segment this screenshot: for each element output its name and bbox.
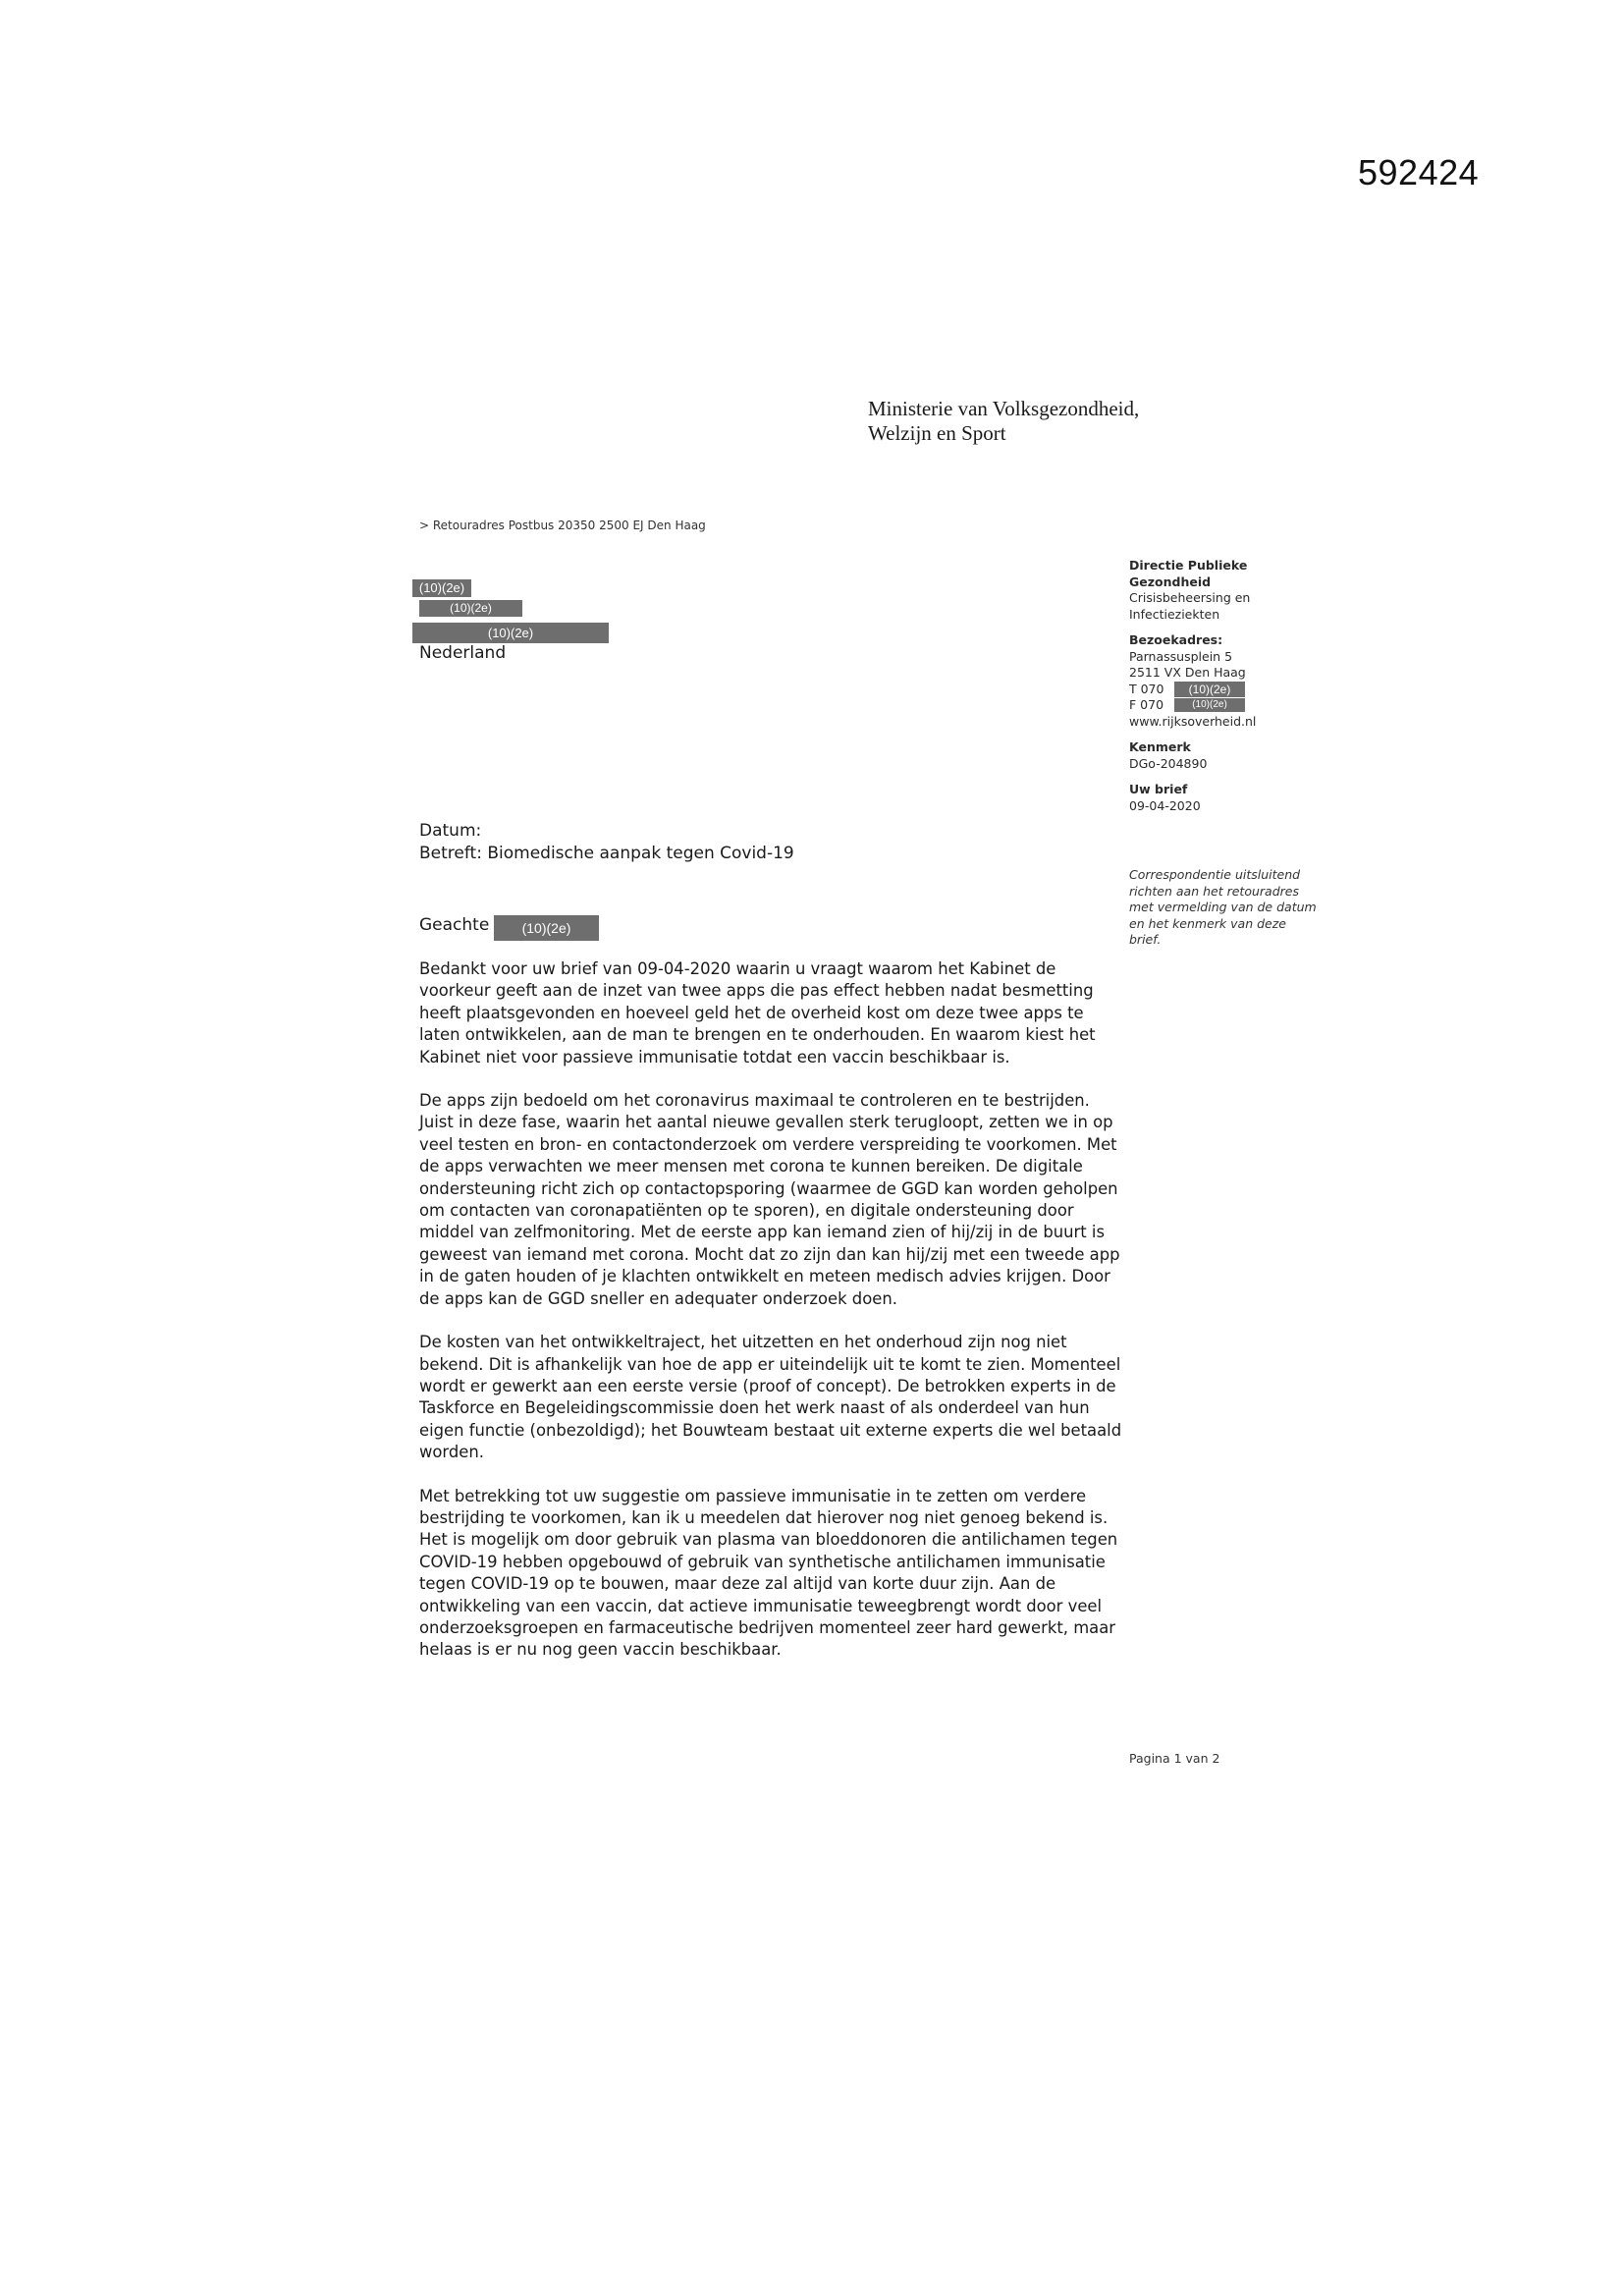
note-line-1: Correspondentie uitsluitend [1129, 867, 1301, 882]
visit-address-label: Bezoekadres: [1129, 632, 1223, 647]
ministry-letterhead [868, 397, 1139, 446]
letter-body [419, 958, 1126, 1683]
redacted-addressee-postcode: (10)(2e) [412, 623, 609, 643]
body-paragraph: De apps zijn bedoeld om het coronavirus maximaal te controleren en te bestrijden. Juist in deze fase, waarin het aantal nieuwe gevallen sterk terugloopt, zetten we in op veel testen en bron- en contactonderzoek om verdere verspreiding te voorkomen. Met de apps verwachten we meer mensen met corona te kunnen bereiken. De digitale ondersteuning richt zich op contactopsporing (waarmee de GGD kan worden geholpen om contacten van coronapatiënten op te sporen), en digitale ondersteuning door middel van zelfmonitoring. Met de eerste app kan iemand zien of hij/zij in de buurt is geweest van iemand met corona. Mocht dat zo zijn dan kan hij/zij met een tweede app in de gaten houden of je klachten ontwikkelt en meteen medisch advies krijgen. Door de apps kan de GGD sneller en adequater onderzoek doen. [419, 1091, 1120, 1308]
redacted-addressee-street: (10)(2e) [419, 600, 522, 617]
kenmerk-value: DGo-204890 [1129, 755, 1208, 771]
kenmerk-label: Kenmerk [1129, 739, 1191, 754]
visit-street: Parnassusplein 5 [1129, 648, 1233, 664]
fax-line [1129, 697, 1355, 714]
sidebar-contact-info [1129, 558, 1355, 949]
uw-brief-label: Uw brief [1129, 782, 1188, 796]
redacted-salutation-name: (10)(2e) [494, 915, 599, 941]
phone-line [1129, 682, 1355, 698]
body-paragraph: Bedankt voor uw brief van 09-04-2020 waarin u vraagt waarom het Kabinet de voorkeur geeft aan de inzet van twee apps die pas effect hebben nadat besmetting heeft plaatsgevonden en hoeveel geld het de overheid kost om deze twee apps te laten ontwikkelen, aan de man te brengen en te onderhouden. En waarom kiest het Kabinet niet voor passieve immunisatie totdat een vaccin beschikbaar is. [419, 959, 1096, 1066]
body-paragraph: Met betrekking tot uw suggestie om passieve immunisatie in te zetten om verdere bestrijding te voorkomen, kan ik u meedelen dat hierover nog niet genoeg bekend is. Het is mogelijk om door gebruik van plasma van bloeddonoren die antilichamen tegen COVID-19 hebben opgebouwd of gebruik van synthetische antilichamen immunisatie tegen COVID-19 op te bouwen, maar deze zal altijd van korte duur zijn. Aan de ontwikkeling van een vaccin, dat actieve immunisatie teweegbrengt wordt door veel onderzoeksgroepen en farmaceutische bedrijven momenteel zeer hard gewerkt, maar helaas is er nu nog geen vaccin beschikbaar. [419, 1486, 1118, 1660]
ministry-name-line1: Ministerie van Volksgezondheid, [868, 397, 1140, 420]
fax-prefix: F 070 [1129, 697, 1164, 712]
department-line1: Crisisbeheersing en [1129, 590, 1251, 605]
note-line-4: en het kenmerk van deze [1129, 915, 1286, 931]
date-label: Datum: [419, 821, 482, 841]
document-number: 592424 [1358, 152, 1480, 192]
salutation: Geachte [419, 915, 490, 935]
return-address: > Retouradres Postbus 20350 2500 EJ Den Haag [419, 519, 706, 532]
addressee-country: Nederland [419, 643, 507, 663]
letter-meta [419, 820, 794, 865]
note-line-5: brief. [1129, 932, 1162, 947]
redacted-phone: (10)(2e) [1174, 682, 1245, 697]
ministry-name-line2: Welzijn en Sport [868, 421, 1006, 445]
website-link: www.rijksoverheid.nl [1129, 713, 1257, 729]
redacted-fax: (10)(2e) [1174, 698, 1245, 712]
page-number: Pagina 1 van 2 [1129, 1751, 1220, 1766]
subject-line: Betreft: Biomedische aanpak tegen Covid-19 [419, 844, 794, 863]
department-line2: Infectieziekten [1129, 606, 1220, 622]
uw-brief-value: 09-04-2020 [1129, 797, 1201, 813]
note-line-3: met vermelding van de datum [1129, 900, 1317, 914]
directie-line2: Gezondheid [1129, 574, 1212, 589]
directie-line1: Directie Publieke [1129, 558, 1248, 573]
redacted-addressee-name: (10)(2e) [412, 579, 471, 597]
body-paragraph: De kosten van het ontwikkeltraject, het uitzetten en het onderhoud zijn nog niet bekend. Dit is afhankelijk van hoe de app er uiteindelijk uit te komt te zien. Momenteel wordt er gewerkt aan een eerste versie (proof of concept). De betrokken experts in de Taskforce en Begeleidingscommissie doen het werk naast of als onderdeel van hun eigen functie (onbezoldigd); het Bouwteam bestaat uit externe experts die wel betaald worden. [419, 1333, 1122, 1462]
phone-prefix: T 070 [1129, 681, 1164, 696]
visit-postcode-city: 2511 VX Den Haag [1129, 665, 1246, 680]
correspondence-note [1129, 867, 1355, 949]
note-line-2: richten aan het retouradres [1129, 883, 1299, 899]
